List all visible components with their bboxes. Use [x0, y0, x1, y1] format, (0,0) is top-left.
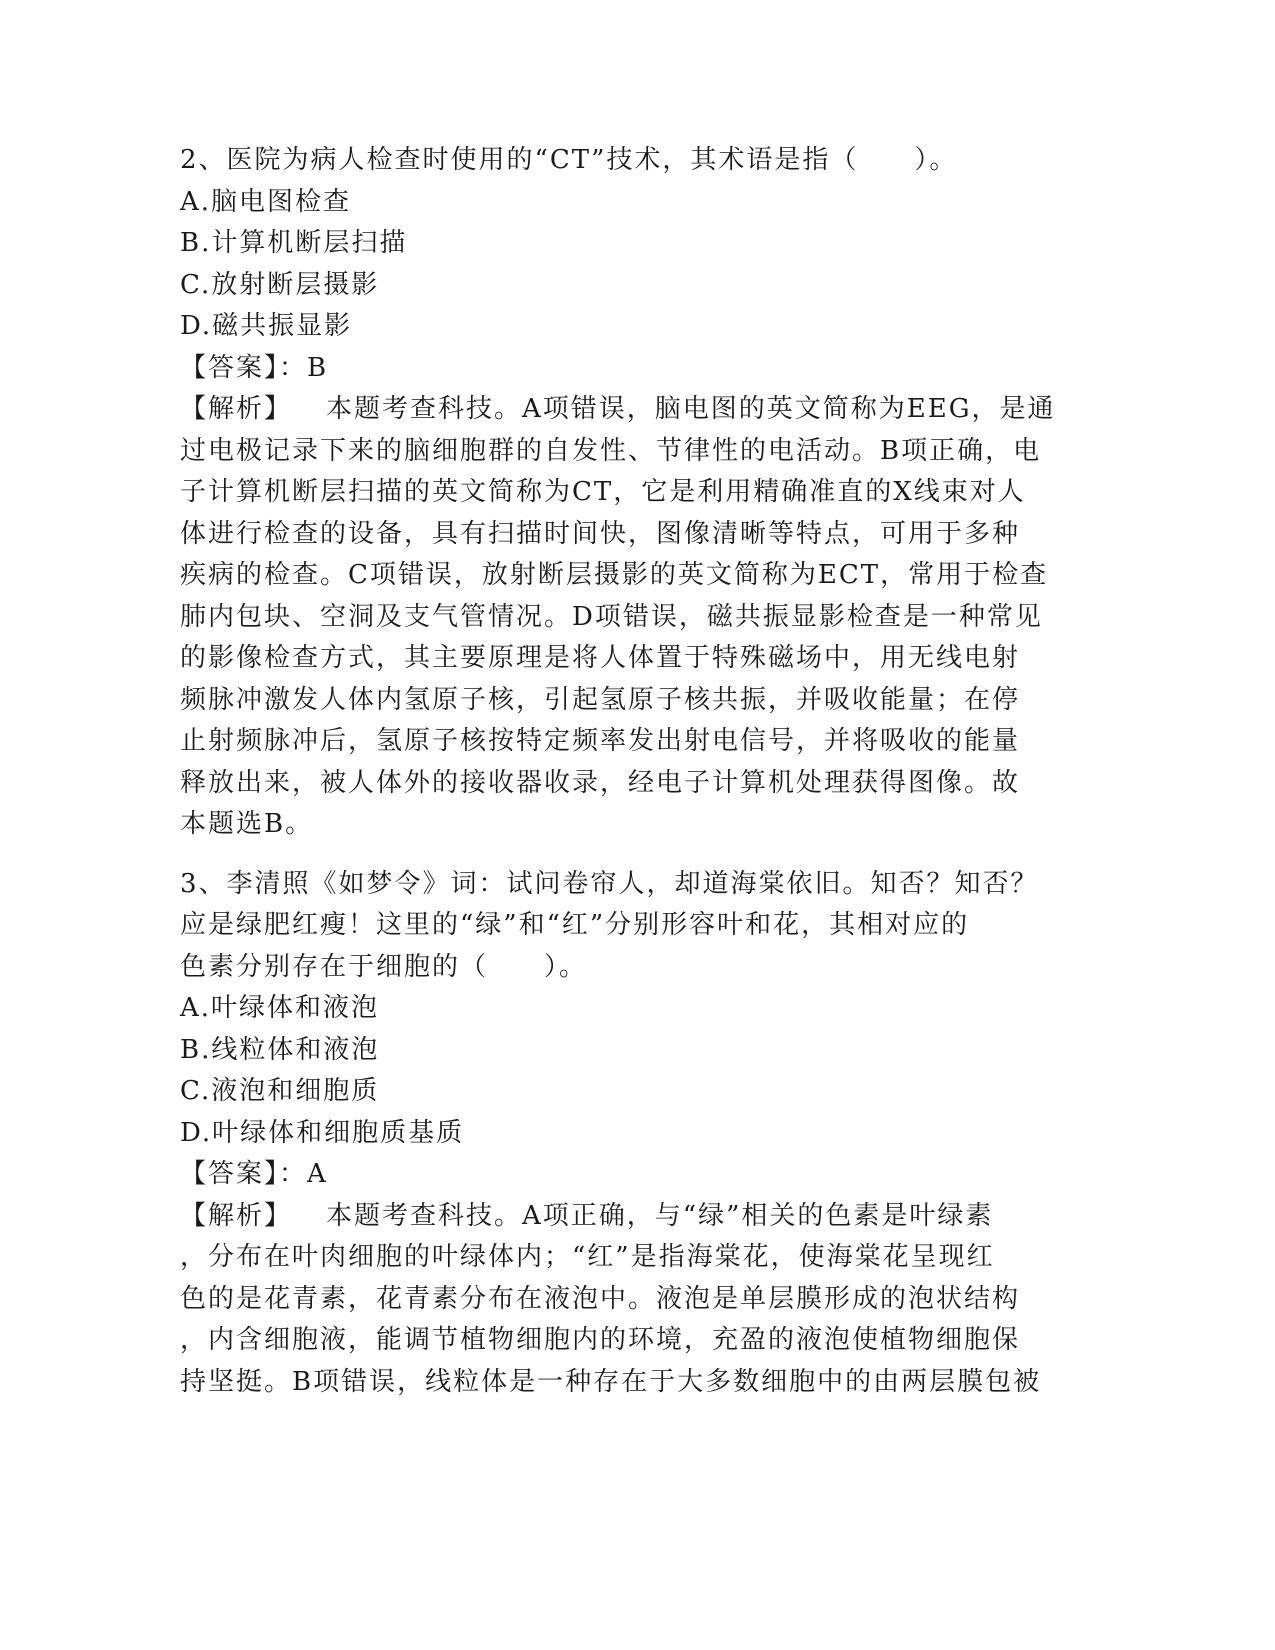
explanation-text: 本题考查科技。A项错误，脑电图的英文简称为EEG，是通	[326, 394, 1056, 424]
explanation-line: 子计算机断层扫描的英文简称为CT，它是利用精确准直的X线束对人	[180, 477, 1026, 507]
answer-label: 【答案】：	[180, 1159, 308, 1189]
option-c: C.放射断层摄影	[180, 269, 380, 300]
explanation-line	[180, 389, 1056, 431]
option-c: C.液泡和细胞质	[180, 1076, 380, 1106]
option-b: B.计算机断层扫描	[180, 228, 408, 258]
explanation-line	[180, 1196, 1040, 1238]
explanation-line: 持坚挺。B项错误，线粒体是一种存在于大多数细胞中的由两层膜包被	[180, 1366, 1042, 1397]
explanation-line: 止射频脉冲后，氢原子核按特定频率发出射电信号，并将吸收的能量	[180, 726, 1021, 756]
explanation-line: 体进行检查的设备，具有扫描时间快，图像清晰等特点，可用于多种	[180, 518, 1021, 549]
question-3	[180, 864, 1040, 1404]
explanation-line: 过电极记录下来的脑细胞群的自发性、节律性的电活动。B项正确，电	[180, 435, 1042, 466]
explanation-label: 【解析】	[180, 1200, 293, 1231]
explanation-text: 本题考查科技。A项正确，与“绿”相关的色素是叶绿素	[326, 1200, 994, 1231]
option-b: B.线粒体和液泡	[180, 1034, 380, 1065]
explanation-line: ，分布在叶肉细胞的叶绿体内；“红”是指海棠花，使海棠花呈现红	[180, 1242, 995, 1272]
explanation-line: 的影像检查方式，其主要原理是将人体置于特殊磁场中，用无线电射	[180, 643, 1021, 673]
option-d: D.叶绿体和细胞质基质	[180, 1117, 465, 1148]
explanation-line: 肺内包块、空洞及支气管情况。D项错误，磁共振显影检查是一种常见	[180, 601, 1043, 632]
question-stem: 2、医院为病人检查时使用的“CT”技术，其术语是指（ ）。	[180, 145, 958, 175]
answer-line	[180, 348, 1040, 390]
explanation-line: 疾病的检查。C项错误，放射断层摄影的英文简称为ECT，常用于检查	[180, 560, 1049, 590]
option-a: A.叶绿体和液泡	[180, 993, 380, 1023]
explanation-line: 色的是花青素，花青素分布在液泡中。液泡是单层膜形成的泡状结构	[180, 1283, 1021, 1314]
question-stem: 应是绿肥红瘦！这里的“绿”和“红”分别形容叶和花，其相对应的	[180, 910, 970, 940]
option-a: A.脑电图检查	[180, 186, 352, 217]
answer-label: 【答案】：	[180, 352, 308, 383]
answer-value: B	[307, 352, 329, 383]
answer-line	[180, 1154, 1040, 1196]
question-stem: 色素分别存在于细胞的（ ）。	[180, 951, 588, 982]
explanation-line: 频脉冲激发人体内氢原子核，引起氢原子核共振，并吸收能量；在停	[180, 684, 1021, 715]
question-stem: 3、李清照《如梦令》词：试问卷帘人，却道海棠依旧。知否？知否？	[180, 868, 1039, 899]
question-2	[180, 140, 1056, 846]
explanation-line: ，内含细胞液，能调节植物细胞内的环境，充盈的液泡使植物细胞保	[180, 1325, 1021, 1355]
explanation-label: 【解析】	[180, 394, 293, 424]
answer-value: A	[307, 1159, 328, 1189]
option-d: D.磁共振显影	[180, 311, 353, 341]
explanation-line: 本题选B。	[180, 809, 314, 839]
explanation-line: 释放出来，被人体外的接收器收录，经电子计算机处理获得图像。故	[180, 767, 1021, 798]
document-page	[180, 140, 1056, 1403]
